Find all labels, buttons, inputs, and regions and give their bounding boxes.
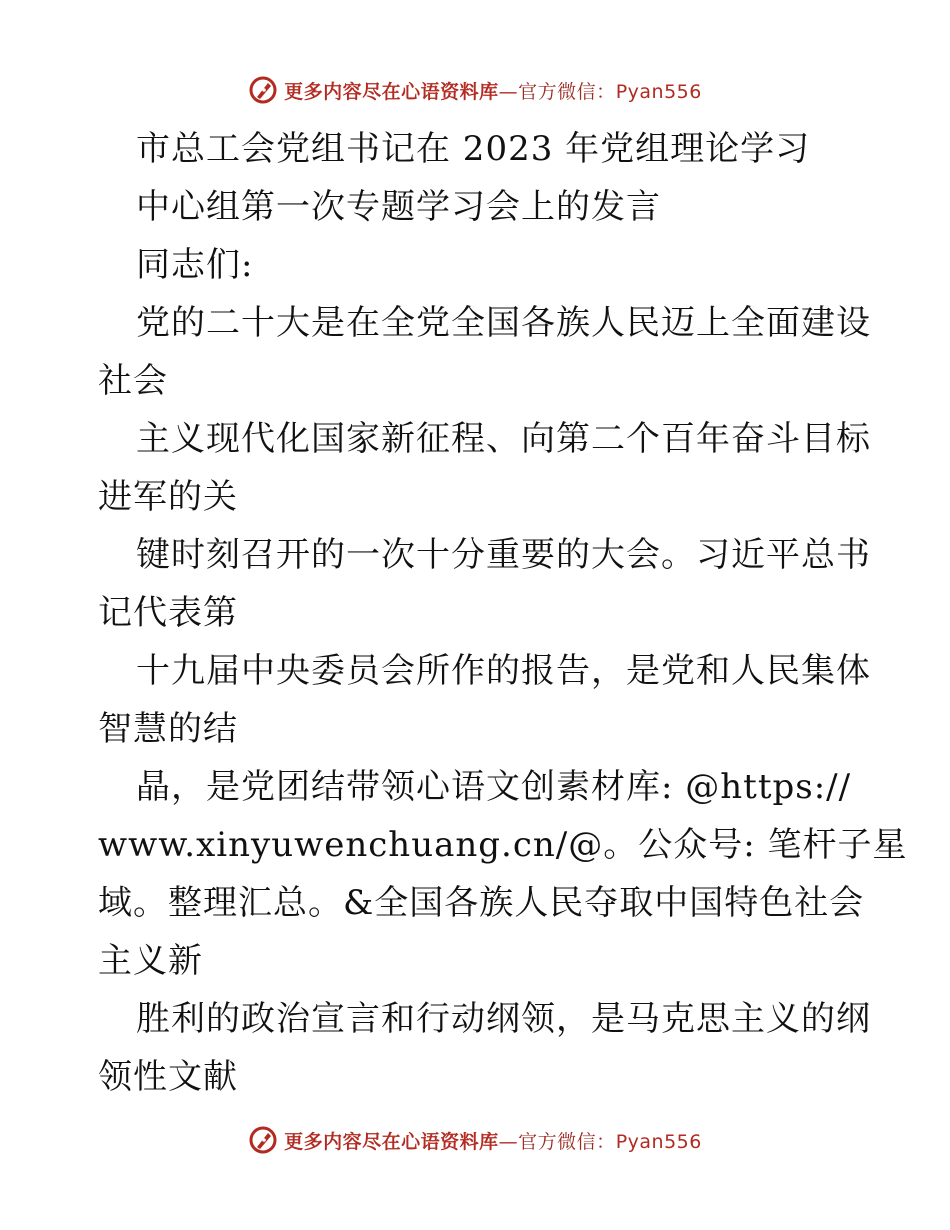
paragraph-line: 键时刻召开的一次十分重要的大会。习近平总书: [136, 535, 871, 575]
paragraph-line: 晶，是党团结带领心语文创素材库: @https://: [136, 767, 852, 807]
header-banner: [0, 70, 950, 110]
footer-banner: [0, 1120, 950, 1160]
paragraph-line: 进军的关: [98, 477, 238, 517]
banner-text: 更多内容尽在心语资料库—官方微信：Pyan556: [284, 1130, 702, 1153]
paragraph-line: 智慧的结: [98, 709, 238, 749]
paragraph-line: 记代表第: [98, 593, 238, 633]
paragraph-line: 领性文献: [98, 1057, 238, 1097]
paragraph-line: 胜利的政治宣言和行动纲领，是马克思主义的纲: [136, 999, 871, 1039]
paragraph-line: 域。整理汇总。&全国各族人民夺取中国特色社会: [98, 883, 865, 923]
salutation: 同志们:: [136, 245, 254, 285]
pen-nib-logo-icon: [248, 75, 278, 105]
paragraph-line: www.xinyuwenchuang.cn/@。公众号: 笔杆子星: [98, 825, 908, 865]
banner-text: 更多内容尽在心语资料库—官方微信：Pyan556: [284, 80, 702, 103]
paragraph-line: 十九届中央委员会所作的报告，是党和人民集体: [136, 651, 871, 691]
pen-nib-logo-icon: [248, 1125, 278, 1155]
document-title-line-2: 中心组第一次专题学习会上的发言: [136, 187, 661, 227]
paragraph-line: 党的二十大是在全党全国各族人民迈上全面建设: [136, 303, 871, 343]
paragraph-line: 主义现代化国家新征程、向第二个百年奋斗目标: [136, 419, 871, 459]
document-body: [98, 120, 908, 1106]
paragraph-line: 社会: [98, 361, 168, 401]
paragraph-line: 主义新: [98, 941, 203, 981]
document-title-line-1: 市总工会党组书记在 2023 年党组理论学习: [136, 129, 811, 169]
